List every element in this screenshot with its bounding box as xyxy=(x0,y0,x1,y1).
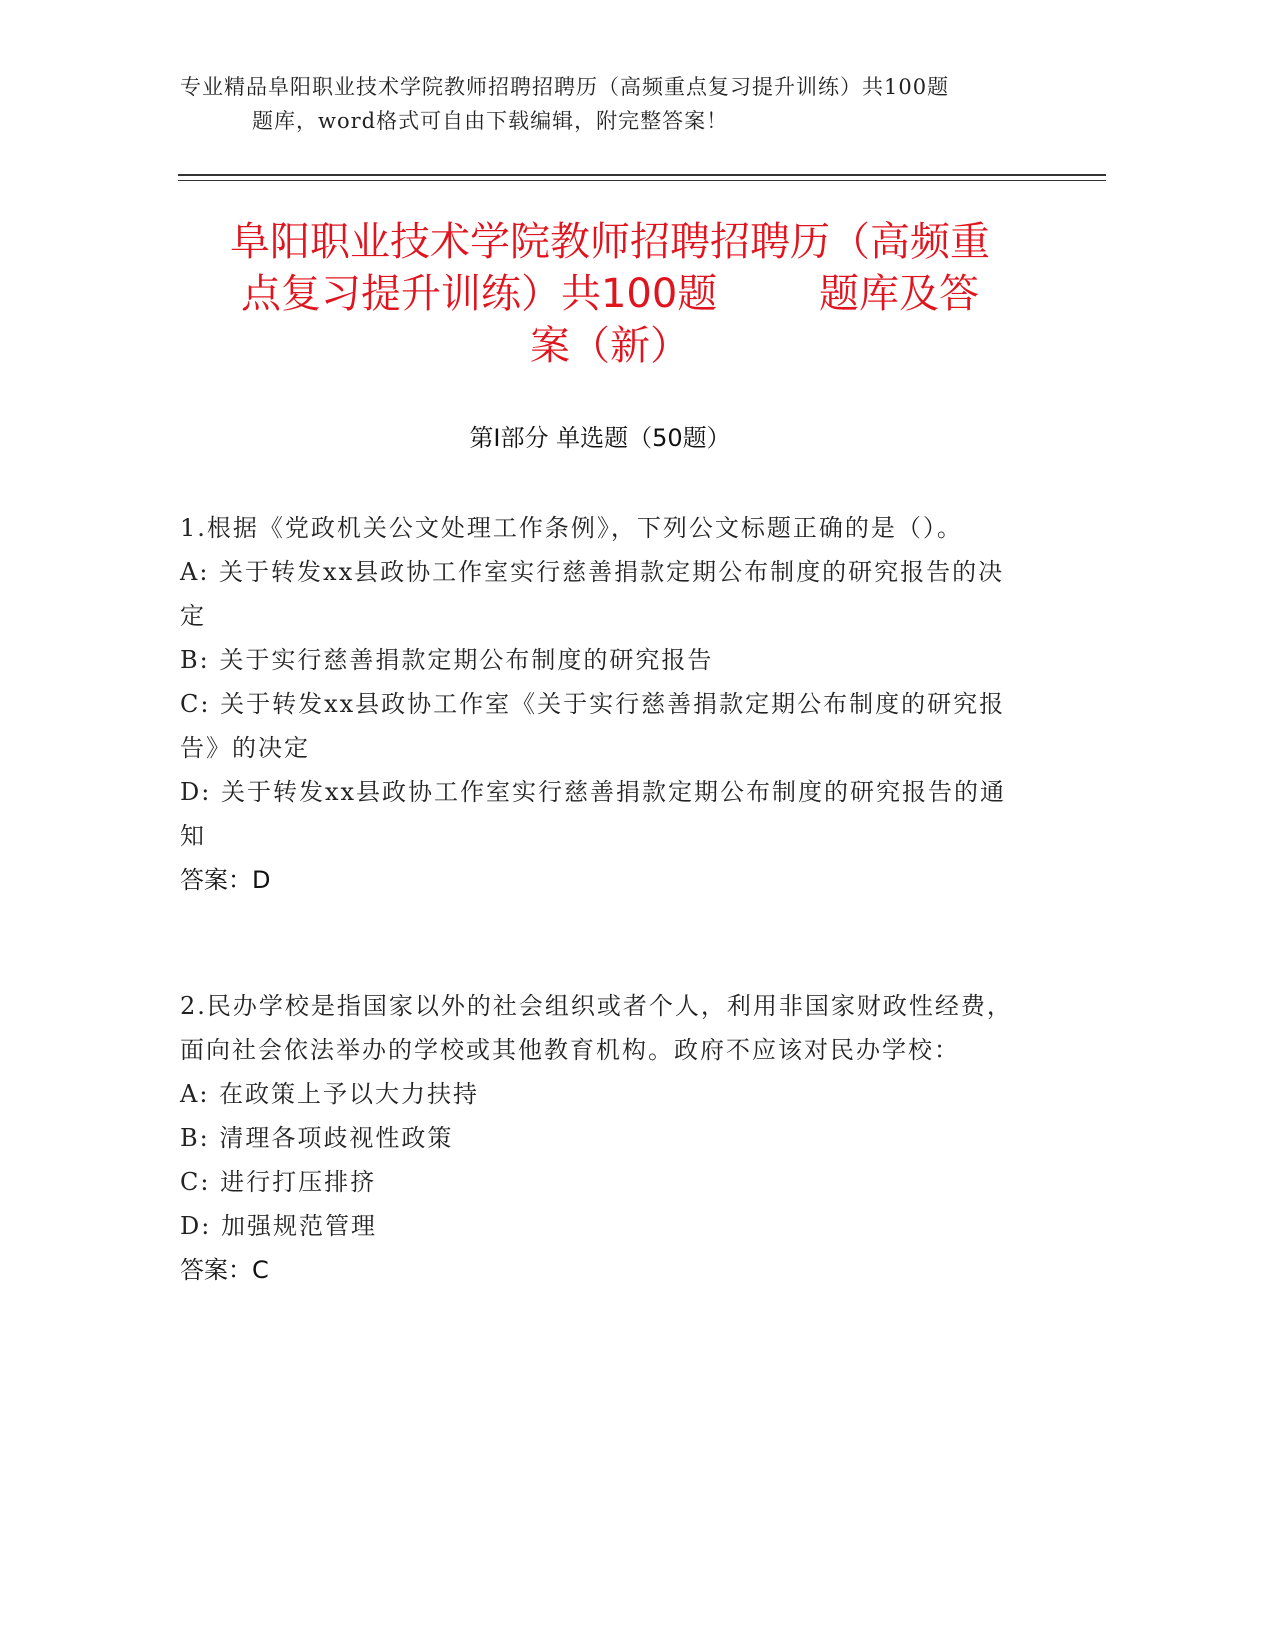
document-title xyxy=(190,216,1030,372)
header-divider-thick xyxy=(178,174,1106,176)
question-stem: 1.根据《党政机关公文处理工作条例》，下列公文标题正确的是（）。 xyxy=(180,514,963,542)
header-divider-thin xyxy=(178,180,1106,181)
header-note-line-1: 专业精品阜阳职业技术学院教师招聘招聘历（高频重点复习提升训练）共100题 xyxy=(180,75,950,99)
option-d: D: 关于转发xx县政协工作室实行慈善捐款定期公布制度的研究报告的通知 xyxy=(180,778,1007,850)
option-c: C: 进行打压排挤 xyxy=(180,1168,377,1196)
option-b: B: 清理各项歧视性政策 xyxy=(180,1124,454,1152)
question-1 xyxy=(180,506,1020,902)
answer: 答案：C xyxy=(180,1256,269,1284)
document-title-line-1: 阜阳职业技术学院教师招聘招聘历（高频重 xyxy=(230,219,990,265)
option-c: C: 关于转发xx县政协工作室《关于实行慈善捐款定期公布制度的研究报告》的决定 xyxy=(180,690,1006,762)
option-a: A: 在政策上予以大力扶持 xyxy=(180,1080,480,1108)
answer: 答案：D xyxy=(180,866,271,894)
section-title: 第Ⅰ部分 单选题（50题） xyxy=(469,424,731,452)
header-note-line-2: 题库，word格式可自由下载编辑，附完整答案！ xyxy=(252,109,729,133)
document-title-line-3: 案（新） xyxy=(530,323,690,369)
question-stem: 2.民办学校是指国家以外的社会组织或者个人，利用非国家财政性经费，面向社会依法举办的学校或其他教育机构。政府不应该对民办学校： xyxy=(180,992,1013,1064)
option-d: D: 加强规范管理 xyxy=(180,1212,377,1240)
option-b: B: 关于实行慈善捐款定期公布制度的研究报告 xyxy=(180,646,714,674)
question-2 xyxy=(180,984,1020,1292)
header-note xyxy=(180,70,1070,138)
option-a: A: 关于转发xx县政协工作室实行慈善捐款定期公布制度的研究报告的决定 xyxy=(180,558,1005,630)
document-title-line-2: 点复习提升训练）共100题 题库及答 xyxy=(240,271,980,317)
